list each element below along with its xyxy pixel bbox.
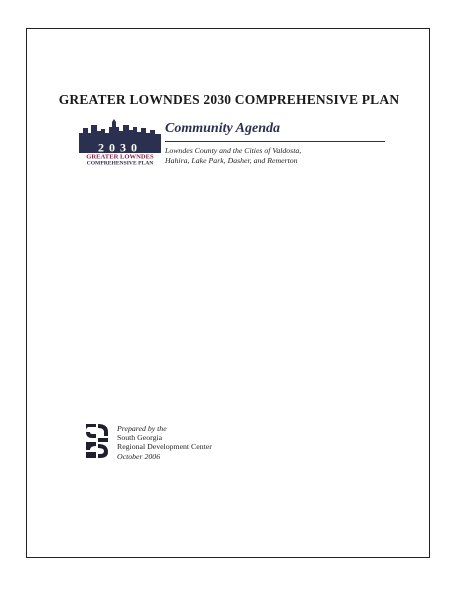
subtitle-line: Hahira, Lake Park, Dasher, and Remerton [165, 156, 298, 165]
jurisdictions-subtitle [165, 146, 385, 166]
prepared-by-block [117, 424, 212, 461]
prepared-org-line: Regional Development Center [117, 442, 212, 452]
skyline-logo-icon [79, 119, 161, 165]
logo-year: 2030 [98, 140, 142, 155]
prepared-date: October 2006 [117, 451, 161, 461]
subtitle-line: Lowndes County and the Cities of Valdosta, [165, 146, 302, 155]
plan-title: GREATER LOWNDES 2030 COMPREHENSIVE PLAN [58, 92, 400, 107]
logo-line1: GREATER LOWNDES [86, 153, 154, 161]
logo-line2: COMPREHENSIVE PLAN [86, 160, 154, 165]
prepared-org-line: South Georgia [117, 433, 163, 443]
sgrdc-emblem-icon [84, 422, 110, 460]
agenda-title: Community Agenda [165, 121, 281, 136]
title-divider [165, 141, 385, 142]
prepared-line: Prepared by the [117, 424, 167, 433]
greater-lowndes-logo [79, 119, 161, 165]
